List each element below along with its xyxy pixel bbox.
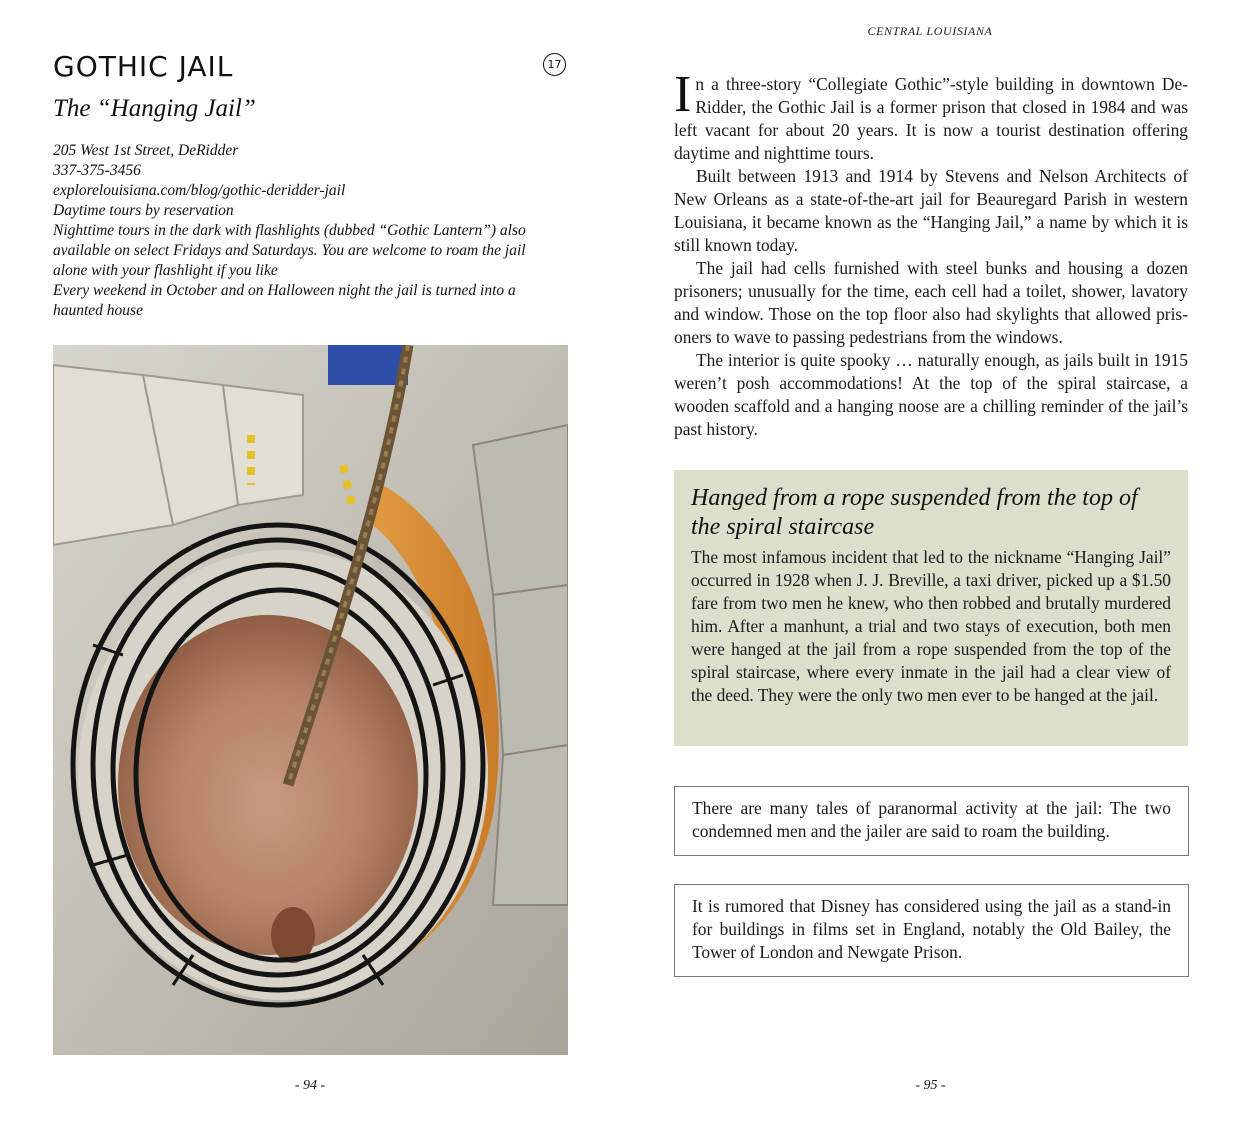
note-text: There are many tales of paranormal activity at the jail: The two condemned men and the jailer are said to roam the building. bbox=[692, 798, 1171, 841]
sidebar-text: The most infamous incident that led to the nickname “Hanging Jail” occurred in 1928 when J. J. Breville, a taxi driver, picked up a $1.50 fare from two men he knew, who then robbed and brutally murdered him. After a manhunt, a trial and two stays of execution, both men were hanged at the jail from a rope suspended from the top of the spiral staircase, where every inmate in the jail had a clear view of the deed. They were the only two men ever to be hanged at the jail. bbox=[691, 547, 1171, 705]
drop-cap: I bbox=[674, 66, 692, 123]
info-haunted-house: Every weekend in October and on Halloween night the jail is turned into a haunted house bbox=[53, 282, 516, 319]
body-paragraph: The jail had cells furnished with steel bunks and housing a dozen prisoners; unusually for the time, each cell had a toilet, shower, lavatory and window. Those on the top floor also had skylights that allowed prisoners to wave to passing pedestrians from the windows. bbox=[674, 258, 1188, 347]
left-page bbox=[0, 0, 620, 1123]
body-paragraph: The interior is quite spooky … naturally enough, as jails built in 1915 weren’t posh accommodations! At the top of the spiral staircase, a wooden scaffold and a hanging noose are a chilling reminder of the jail’s past history. bbox=[674, 350, 1188, 439]
page-number-right: - 95 - bbox=[915, 1078, 946, 1093]
practical-info bbox=[53, 141, 553, 321]
sidebar-box bbox=[674, 470, 1188, 746]
body-paragraph bbox=[674, 66, 1188, 165]
paragraph-text: n a three-story “Collegiate Gothic”-style building in downtown DeRidder, the Gothic Jail is a former prison that closed in 1984 and was left vacant for about 20 years. It is now a tourist destination offering daytime and nighttime tours. bbox=[674, 74, 1188, 163]
info-phone: 337-375-3456 bbox=[53, 162, 141, 179]
article-body bbox=[674, 66, 1188, 441]
spiral-staircase-photo bbox=[53, 345, 568, 1055]
info-nighttime-tours: Nighttime tours in the dark with flashlights (dubbed “Gothic Lantern”) also available on select Fridays and Saturdays. You are welcome to roam the jail alone with your flashlight if you like bbox=[53, 222, 526, 279]
running-head: CENTRAL LOUISIANA bbox=[867, 24, 993, 38]
info-address: 205 West 1st Street, DeRidder bbox=[53, 142, 239, 159]
page-number-left: - 94 - bbox=[294, 1078, 326, 1093]
page-title: GOTHIC JAIL bbox=[53, 50, 234, 83]
note-text: It is rumored that Disney has considered using the jail as a stand-in for buildings in films set in England, notably the Old Bailey, the Tower of London and Newgate Prison. bbox=[692, 896, 1171, 962]
body-paragraph: Built between 1913 and 1914 by Stevens and Nelson Architects of New Orleans as a state-of-the-art jail for Beauregard Parish in western Louisiana, it became known as the “Hanging Jail,” a name by which it is still known today. bbox=[674, 166, 1188, 255]
page-subtitle: The “Hanging Jail” bbox=[53, 95, 256, 122]
info-website: explorelouisiana.com/blog/gothic-deridder-jail bbox=[53, 182, 346, 199]
entry-number-badge: 17 bbox=[543, 53, 566, 76]
info-daytime-tours: Daytime tours by reservation bbox=[53, 202, 234, 219]
note-box-disney bbox=[674, 884, 1189, 977]
note-box-paranormal bbox=[674, 786, 1189, 856]
sidebar-heading: Hanged from a rope suspended from the top of the spiral staircase bbox=[691, 485, 1138, 540]
right-page bbox=[620, 0, 1241, 1123]
